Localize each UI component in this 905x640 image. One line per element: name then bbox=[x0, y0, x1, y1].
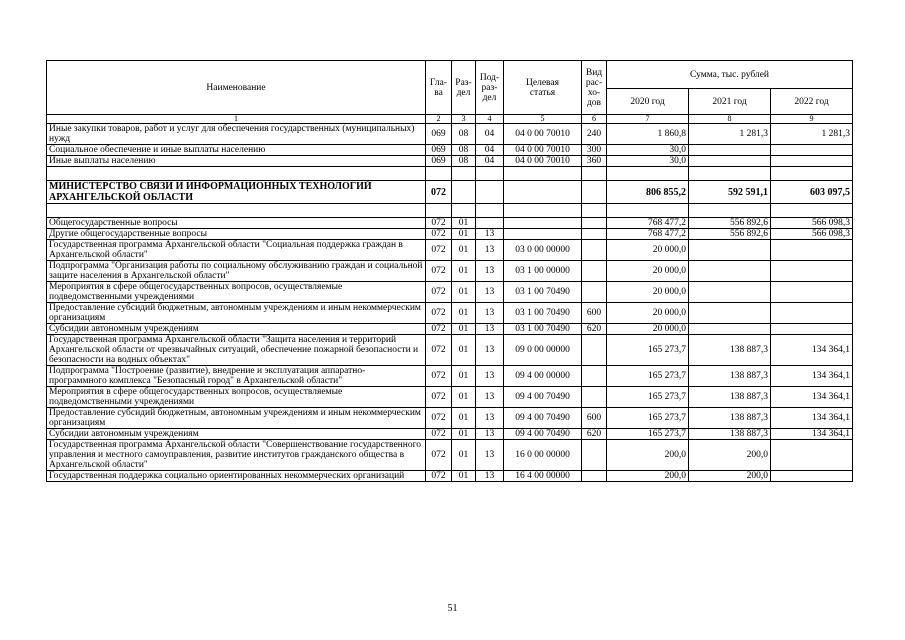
cell-target: 03 0 00 00000 bbox=[504, 240, 582, 261]
cell-podrazdel: 13 bbox=[476, 229, 504, 240]
cell-razdel: 01 bbox=[452, 324, 476, 335]
cell-2022: 603 097,5 bbox=[771, 181, 853, 204]
cell-target bbox=[504, 229, 582, 240]
cell-2020: 30,0 bbox=[607, 145, 689, 156]
table-row bbox=[47, 218, 853, 229]
section-header-row bbox=[47, 181, 853, 204]
cell-target: 09 4 00 00000 bbox=[504, 366, 582, 387]
cell-2022: 1 281,3 bbox=[771, 124, 853, 145]
cell-glava: 072 bbox=[426, 387, 452, 408]
col-index: 7 bbox=[607, 115, 689, 124]
cell-2022 bbox=[771, 145, 853, 156]
cell-2022: 134 364,1 bbox=[771, 387, 853, 408]
cell-2020: 165 273,7 bbox=[607, 429, 689, 440]
col-header-year-2022: 2022 год bbox=[771, 89, 853, 115]
cell-target: 03 1 00 70490 bbox=[504, 282, 582, 303]
cell-vid bbox=[582, 335, 607, 366]
cell-glava: 072 bbox=[426, 229, 452, 240]
cell-glava: 072 bbox=[426, 335, 452, 366]
col-header-sum: Сумма, тыс. рублей bbox=[607, 61, 853, 89]
cell-razdel: 01 bbox=[452, 282, 476, 303]
cell-podrazdel: 04 bbox=[476, 124, 504, 145]
cell-2020: 30,0 bbox=[607, 156, 689, 167]
cell-name: Государственная программа Архангельской области "Защита населения и территорий Архангельской области от чрезвычайных ситуаций, обеспечение пожарной безопасности и безопасности на водных объектах" bbox=[47, 335, 426, 366]
col-index: 2 bbox=[426, 115, 452, 124]
cell-2020: 165 273,7 bbox=[607, 366, 689, 387]
table-row bbox=[47, 124, 853, 145]
cell-razdel: 01 bbox=[452, 366, 476, 387]
col-header-vid: Вид рас- хо- дов bbox=[582, 61, 607, 115]
cell-podrazdel: 13 bbox=[476, 335, 504, 366]
cell-name: Социальное обеспечение и иные выплаты населению bbox=[47, 145, 426, 156]
cell-name: Предоставление субсидий бюджетным, автономным учреждениям и иным некоммерческим организациям bbox=[47, 303, 426, 324]
cell-vid: 620 bbox=[582, 429, 607, 440]
cell-2022 bbox=[771, 324, 853, 335]
cell-2020: 20 000,0 bbox=[607, 303, 689, 324]
col-index: 1 bbox=[47, 115, 426, 124]
cell-razdel: 01 bbox=[452, 387, 476, 408]
cell-name: Общегосударственные вопросы bbox=[47, 218, 426, 229]
cell-razdel: 08 bbox=[452, 124, 476, 145]
spacer-cell bbox=[582, 204, 607, 218]
cell-podrazdel: 13 bbox=[476, 324, 504, 335]
cell-name: Иные закупки товаров, работ и услуг для обеспечения государственных (муниципальных) нужд bbox=[47, 124, 426, 145]
cell-2020: 768 477,2 bbox=[607, 229, 689, 240]
cell-2022: 134 364,1 bbox=[771, 366, 853, 387]
table-row bbox=[47, 408, 853, 429]
cell-target: 04 0 00 70010 bbox=[504, 156, 582, 167]
cell-target bbox=[504, 218, 582, 229]
col-index: 8 bbox=[689, 115, 771, 124]
cell-name: Мероприятия в сфере общегосударственных вопросов, осуществляемые подведомственными учреждениями bbox=[47, 387, 426, 408]
cell-name: Мероприятия в сфере общегосударственных вопросов, осуществляемые подведомственными учреждениями bbox=[47, 282, 426, 303]
spacer-cell bbox=[771, 204, 853, 218]
cell-2022: 134 364,1 bbox=[771, 429, 853, 440]
cell-2020: 20 000,0 bbox=[607, 282, 689, 303]
cell-2021 bbox=[689, 282, 771, 303]
cell-2021 bbox=[689, 145, 771, 156]
cell-vid: 600 bbox=[582, 303, 607, 324]
cell-2020: 200,0 bbox=[607, 471, 689, 482]
cell-name: Государственная программа Архангельской области "Социальная поддержка граждан в Архангельской области" bbox=[47, 240, 426, 261]
spacer-cell bbox=[771, 167, 853, 181]
cell-vid: 300 bbox=[582, 145, 607, 156]
cell-name: Подпрограмма "Построение (развитие), внедрение и эксплуатация аппаратно-программного комплекса "Безопасный город" в Архангельской области" bbox=[47, 366, 426, 387]
cell-name: Иные выплаты населению bbox=[47, 156, 426, 167]
cell-podrazdel: 13 bbox=[476, 240, 504, 261]
cell-vid bbox=[582, 229, 607, 240]
col-header-target: Целевая статья bbox=[504, 61, 582, 115]
cell-razdel bbox=[452, 181, 476, 204]
cell-vid: 360 bbox=[582, 156, 607, 167]
cell-target: 03 1 00 70490 bbox=[504, 324, 582, 335]
spacer-cell bbox=[582, 167, 607, 181]
spacer-row bbox=[47, 204, 853, 218]
column-index-row bbox=[47, 115, 853, 124]
cell-2021: 138 887,3 bbox=[689, 408, 771, 429]
cell-target: 09 4 00 70490 bbox=[504, 408, 582, 429]
cell-razdel: 01 bbox=[452, 471, 476, 482]
table-row bbox=[47, 366, 853, 387]
table-row bbox=[47, 145, 853, 156]
cell-2021 bbox=[689, 261, 771, 282]
table-row bbox=[47, 240, 853, 261]
cell-target: 03 1 00 00000 bbox=[504, 261, 582, 282]
cell-podrazdel: 13 bbox=[476, 387, 504, 408]
spacer-cell bbox=[476, 167, 504, 181]
cell-podrazdel: 04 bbox=[476, 156, 504, 167]
col-header-podrazdel: Под- раз- дел bbox=[476, 61, 504, 115]
cell-2020: 1 860,8 bbox=[607, 124, 689, 145]
cell-glava: 072 bbox=[426, 282, 452, 303]
cell-glava: 069 bbox=[426, 145, 452, 156]
cell-2021: 592 591,1 bbox=[689, 181, 771, 204]
cell-glava: 072 bbox=[426, 218, 452, 229]
cell-razdel: 01 bbox=[452, 335, 476, 366]
spacer-cell bbox=[452, 167, 476, 181]
cell-name: Субсидии автономным учреждениям bbox=[47, 324, 426, 335]
spacer-cell bbox=[426, 167, 452, 181]
cell-glava: 072 bbox=[426, 471, 452, 482]
cell-glava: 072 bbox=[426, 324, 452, 335]
cell-podrazdel: 13 bbox=[476, 282, 504, 303]
cell-2022: 134 364,1 bbox=[771, 408, 853, 429]
cell-target bbox=[504, 181, 582, 204]
spacer-row bbox=[47, 167, 853, 181]
col-header-year-2020: 2020 год bbox=[607, 89, 689, 115]
cell-2022 bbox=[771, 261, 853, 282]
cell-vid bbox=[582, 471, 607, 482]
cell-2022 bbox=[771, 240, 853, 261]
cell-name: Субсидии автономным учреждениям bbox=[47, 429, 426, 440]
cell-2021: 200,0 bbox=[689, 440, 771, 471]
spacer-cell bbox=[689, 204, 771, 218]
table-row bbox=[47, 471, 853, 482]
table-row bbox=[47, 303, 853, 324]
cell-razdel: 01 bbox=[452, 429, 476, 440]
table-row bbox=[47, 429, 853, 440]
cell-glava: 072 bbox=[426, 429, 452, 440]
spacer-cell bbox=[47, 204, 426, 218]
cell-vid: 240 bbox=[582, 124, 607, 145]
table-row bbox=[47, 387, 853, 408]
col-index: 6 bbox=[582, 115, 607, 124]
cell-razdel: 01 bbox=[452, 440, 476, 471]
spacer-cell bbox=[607, 167, 689, 181]
cell-glava: 072 bbox=[426, 240, 452, 261]
cell-target: 04 0 00 70010 bbox=[504, 124, 582, 145]
cell-razdel: 01 bbox=[452, 229, 476, 240]
cell-2021: 1 281,3 bbox=[689, 124, 771, 145]
table-row bbox=[47, 229, 853, 240]
cell-razdel: 08 bbox=[452, 145, 476, 156]
table-row bbox=[47, 335, 853, 366]
cell-razdel: 01 bbox=[452, 240, 476, 261]
budget-table bbox=[46, 60, 853, 482]
cell-glava: 072 bbox=[426, 408, 452, 429]
cell-glava: 072 bbox=[426, 303, 452, 324]
cell-vid bbox=[582, 240, 607, 261]
cell-podrazdel: 13 bbox=[476, 303, 504, 324]
cell-2020: 768 477,2 bbox=[607, 218, 689, 229]
table-header bbox=[47, 61, 853, 124]
cell-podrazdel: 13 bbox=[476, 429, 504, 440]
spacer-cell bbox=[504, 167, 582, 181]
col-index: 3 bbox=[452, 115, 476, 124]
cell-podrazdel bbox=[476, 181, 504, 204]
cell-2021: 138 887,3 bbox=[689, 366, 771, 387]
cell-2021: 556 892,6 bbox=[689, 229, 771, 240]
cell-2020: 20 000,0 bbox=[607, 324, 689, 335]
col-header-razdel: Раз- дел bbox=[452, 61, 476, 115]
cell-2020: 165 273,7 bbox=[607, 408, 689, 429]
cell-glava: 072 bbox=[426, 440, 452, 471]
cell-vid bbox=[582, 440, 607, 471]
cell-2021: 138 887,3 bbox=[689, 335, 771, 366]
cell-2021: 556 892,6 bbox=[689, 218, 771, 229]
cell-podrazdel: 04 bbox=[476, 145, 504, 156]
cell-glava: 072 bbox=[426, 181, 452, 204]
spacer-cell bbox=[689, 167, 771, 181]
table-row bbox=[47, 282, 853, 303]
cell-target: 16 0 00 00000 bbox=[504, 440, 582, 471]
spacer-cell bbox=[426, 204, 452, 218]
table-row bbox=[47, 324, 853, 335]
cell-podrazdel: 13 bbox=[476, 261, 504, 282]
cell-target: 09 4 00 70490 bbox=[504, 429, 582, 440]
cell-target: 16 4 00 00000 bbox=[504, 471, 582, 482]
col-index: 9 bbox=[771, 115, 853, 124]
cell-2021: 138 887,3 bbox=[689, 429, 771, 440]
cell-target: 03 1 00 70490 bbox=[504, 303, 582, 324]
cell-target: 09 4 00 70490 bbox=[504, 387, 582, 408]
cell-podrazdel: 13 bbox=[476, 471, 504, 482]
cell-2022: 134 364,1 bbox=[771, 335, 853, 366]
cell-2022: 566 098,3 bbox=[771, 218, 853, 229]
spacer-cell bbox=[504, 204, 582, 218]
cell-podrazdel: 13 bbox=[476, 440, 504, 471]
cell-2022 bbox=[771, 440, 853, 471]
cell-name: МИНИСТЕРСТВО СВЯЗИ И ИНФОРМАЦИОННЫХ ТЕХНОЛОГИЙ АРХАНГЕЛЬСКОЙ ОБЛАСТИ bbox=[47, 181, 426, 204]
col-header-glava: Гла- ва bbox=[426, 61, 452, 115]
cell-2021 bbox=[689, 240, 771, 261]
page-number: 51 bbox=[447, 603, 458, 614]
cell-2021 bbox=[689, 303, 771, 324]
col-header-name: Наименование bbox=[47, 61, 426, 115]
cell-razdel: 08 bbox=[452, 156, 476, 167]
table-body bbox=[47, 124, 853, 482]
spacer-cell bbox=[476, 204, 504, 218]
table-row bbox=[47, 440, 853, 471]
spacer-cell bbox=[607, 204, 689, 218]
cell-razdel: 01 bbox=[452, 218, 476, 229]
cell-2022 bbox=[771, 303, 853, 324]
cell-vid bbox=[582, 181, 607, 204]
cell-name: Государственная поддержка социально ориентированных некоммерческих организаций bbox=[47, 471, 426, 482]
cell-razdel: 01 bbox=[452, 408, 476, 429]
cell-2021 bbox=[689, 324, 771, 335]
spacer-cell bbox=[452, 204, 476, 218]
cell-2021: 138 887,3 bbox=[689, 387, 771, 408]
cell-podrazdel: 13 bbox=[476, 366, 504, 387]
cell-vid bbox=[582, 261, 607, 282]
cell-razdel: 01 bbox=[452, 261, 476, 282]
cell-vid: 620 bbox=[582, 324, 607, 335]
cell-name: Другие общегосударственные вопросы bbox=[47, 229, 426, 240]
spacer-cell bbox=[47, 167, 426, 181]
cell-vid bbox=[582, 366, 607, 387]
col-index: 4 bbox=[476, 115, 504, 124]
cell-2020: 200,0 bbox=[607, 440, 689, 471]
cell-2021: 200,0 bbox=[689, 471, 771, 482]
cell-razdel: 01 bbox=[452, 303, 476, 324]
cell-2022 bbox=[771, 471, 853, 482]
cell-2021 bbox=[689, 156, 771, 167]
cell-2020: 20 000,0 bbox=[607, 261, 689, 282]
cell-name: Предоставление субсидий бюджетным, автономным учреждениям и иным некоммерческим организациям bbox=[47, 408, 426, 429]
cell-2020: 165 273,7 bbox=[607, 387, 689, 408]
cell-2022 bbox=[771, 156, 853, 167]
cell-vid bbox=[582, 387, 607, 408]
cell-vid bbox=[582, 218, 607, 229]
table-row bbox=[47, 156, 853, 167]
cell-glava: 069 bbox=[426, 156, 452, 167]
cell-glava: 072 bbox=[426, 366, 452, 387]
cell-podrazdel bbox=[476, 218, 504, 229]
cell-glava: 069 bbox=[426, 124, 452, 145]
cell-vid: 600 bbox=[582, 408, 607, 429]
cell-glava: 072 bbox=[426, 261, 452, 282]
cell-vid bbox=[582, 282, 607, 303]
cell-2020: 165 273,7 bbox=[607, 335, 689, 366]
cell-target: 09 0 00 00000 bbox=[504, 335, 582, 366]
table-row bbox=[47, 261, 853, 282]
cell-2020: 20 000,0 bbox=[607, 240, 689, 261]
cell-name: Государственная программа Архангельской области "Совершенствование государственного управления и местного самоуправления, развитие институтов гражданского общества в Архангельской области" bbox=[47, 440, 426, 471]
cell-podrazdel: 13 bbox=[476, 408, 504, 429]
cell-2022: 566 098,3 bbox=[771, 229, 853, 240]
cell-target: 04 0 00 70010 bbox=[504, 145, 582, 156]
col-index: 5 bbox=[504, 115, 582, 124]
cell-2022 bbox=[771, 282, 853, 303]
cell-2020: 806 855,2 bbox=[607, 181, 689, 204]
col-header-year-2021: 2021 год bbox=[689, 89, 771, 115]
cell-name: Подпрограмма "Организация работы по социальному обслуживанию граждан и социальной защите населения в Архангельской области" bbox=[47, 261, 426, 282]
